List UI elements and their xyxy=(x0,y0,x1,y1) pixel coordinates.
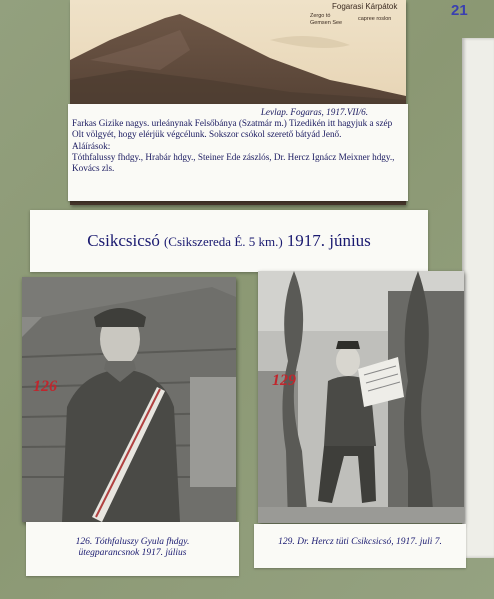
legend-line-1: Zergo tó xyxy=(310,13,331,19)
photo-caption-126 xyxy=(26,522,239,576)
officer-portrait-illustration xyxy=(22,277,236,522)
postcard-message: Farkas Gizike nagys. urleánynak Felsőbánya (Szatmár m.) Tizedikén itt hagyjuk a szép Olt völgyét, hogy elérjük végcélunk. Sokszor csókol szerető bátyád Jenő. xyxy=(72,118,393,140)
photo-man-reading xyxy=(258,271,464,523)
signatures-text: Tóthfalussy fhdgy., Hrabár hdgy., Steiner Ede zászlós, Dr. Hercz Ignácz Meixner hdgy., Kovács zls. xyxy=(72,151,395,174)
section-heading xyxy=(30,210,428,272)
photo-officer-portrait xyxy=(22,277,236,522)
heading-detail: (Csikszereda É. 5 km.) xyxy=(163,234,283,249)
man-reading-illustration xyxy=(258,271,464,523)
page-number: 21 xyxy=(451,2,468,19)
heading-place: Csikcsicsó xyxy=(87,231,160,250)
adjacent-page-edge xyxy=(462,38,494,558)
photo-number-126: 126 xyxy=(33,378,57,395)
signatures-label: Aláírások: xyxy=(72,140,111,151)
postcard-title: Fogarasi Kárpátok xyxy=(332,2,398,11)
postcard-legend xyxy=(310,13,392,27)
heading-date: 1917. június xyxy=(286,231,371,250)
photo-number-129: 129 xyxy=(272,372,296,389)
caption-126-line2: ütegparancsnok 1917. július xyxy=(78,548,187,558)
photo-caption-129: 129. Dr. Hercz tüti Csikcsicsó, 1917. juli 7. xyxy=(254,524,466,568)
postcard-place-date: Levlap. Fogaras, 1917.VII/6. xyxy=(260,107,368,117)
postcard-caption xyxy=(68,104,408,201)
legend-line-2: Gemsen See xyxy=(310,20,343,26)
caption-126-line1: 126. Tóthfaluszy Gyula fhdgy. xyxy=(75,537,190,547)
legend-right: capree roslon xyxy=(358,16,392,22)
